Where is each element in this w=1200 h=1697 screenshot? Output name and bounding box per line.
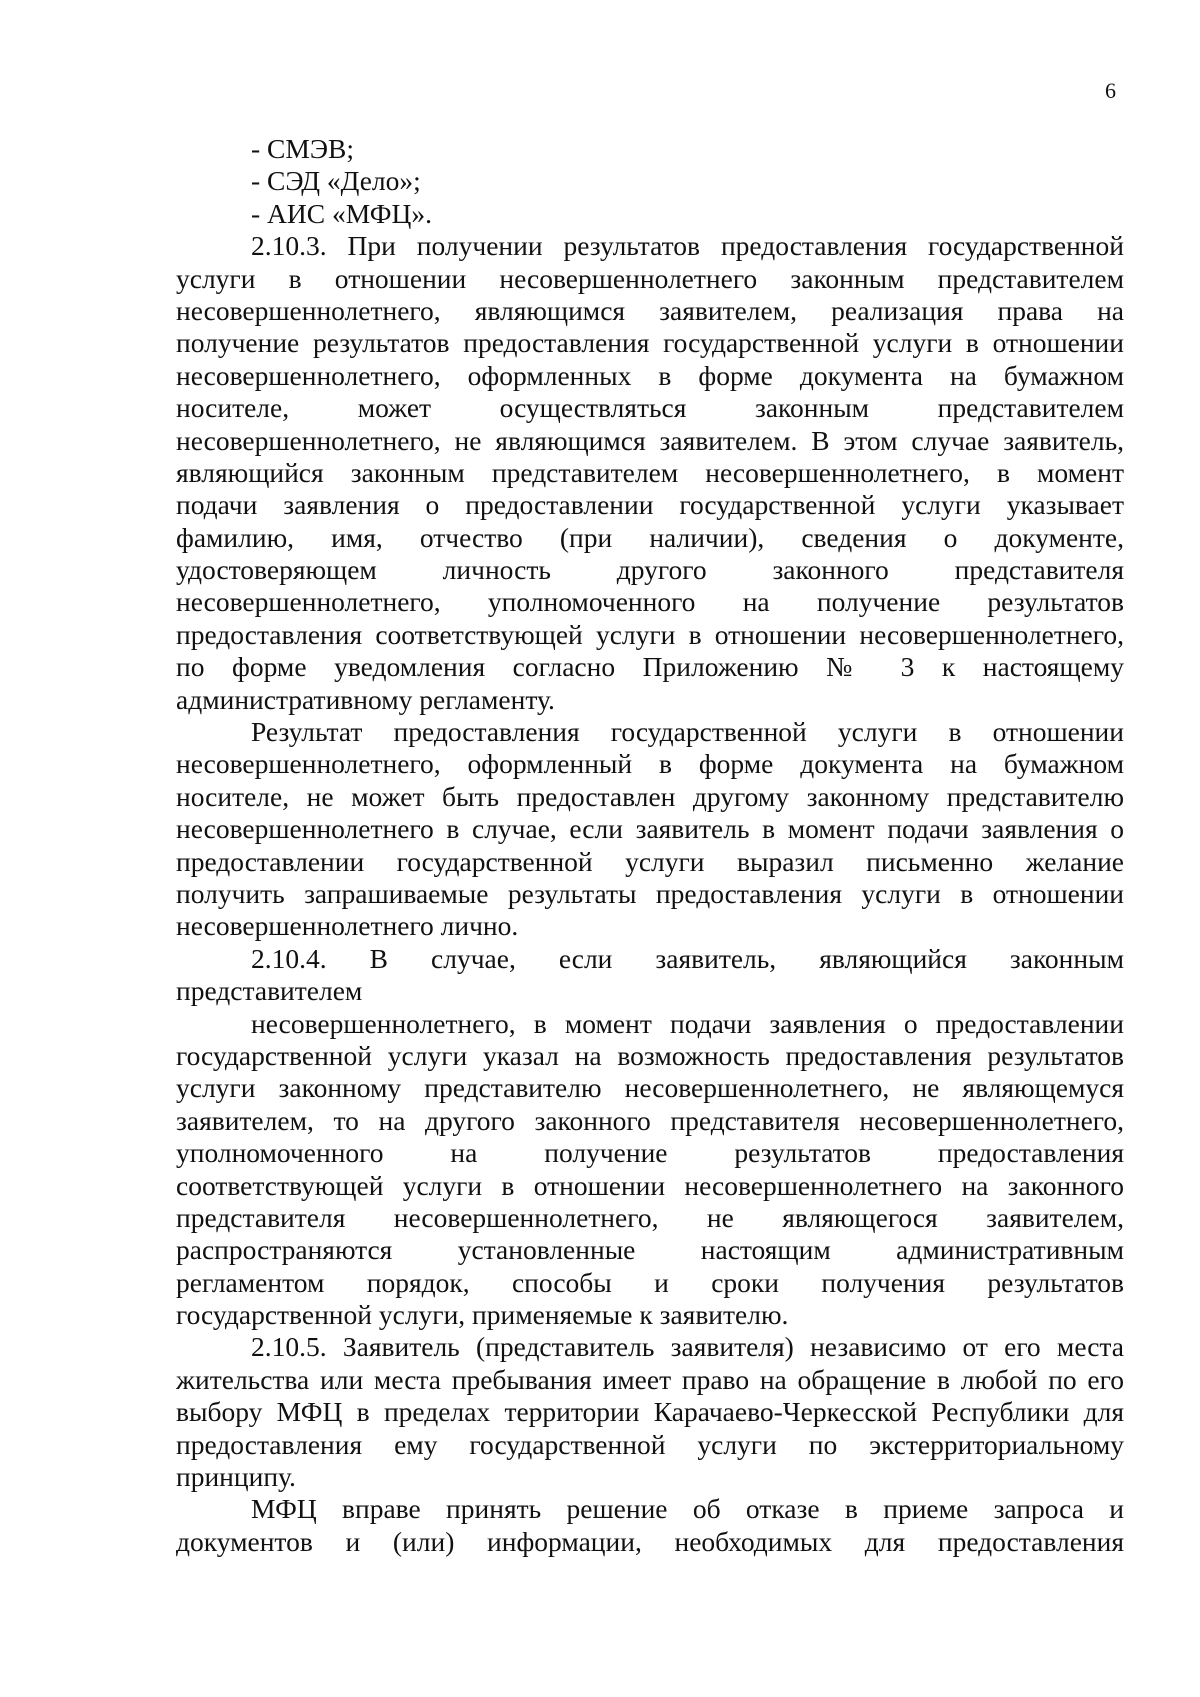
text-line: являющийся законным представителем несовершеннолетнего, в момент <box>176 456 1124 488</box>
text-line: административному регламенту. <box>176 683 555 715</box>
text-line: носителе, не может быть предоставлен другому законному представителю <box>176 780 1124 812</box>
text-line: услуги законному представителю несовершеннолетнего, не являющемуся <box>176 1072 1124 1104</box>
text-line: несовершеннолетнего, оформленный в форме документа на бумажном <box>176 748 1124 780</box>
text-line: 2.10.3. При получении результатов предоставления государственной <box>251 230 1124 262</box>
text-line: носителе, может осуществляться законным представителем <box>176 392 1124 424</box>
document-body <box>176 133 1124 1558</box>
text-line: фамилию, имя, отчество (при наличии), сведения о документе, <box>176 521 1124 553</box>
text-line: несовершеннолетнего, не являющимся заявителем. В этом случае заявитель, <box>176 424 1124 456</box>
text-line: получить запрашиваемые результаты предоставления услуги в отношении <box>176 877 1124 909</box>
text-line: удостоверяющем личность другого законного представителя <box>176 554 1124 586</box>
text-line: несовершеннолетнего, уполномоченного на получение результатов <box>176 586 1124 618</box>
text-line: распространяются установленные настоящим административным <box>176 1234 1124 1266</box>
text-line: несовершеннолетнего, являющимся заявителем, реализация права на <box>176 294 1124 326</box>
text-line: соответствующей услуги в отношении несовершеннолетнего на законного <box>176 1169 1124 1201</box>
text-line: выбору МФЦ в пределах территории Карачаево-Черкесской Республики для <box>176 1396 1124 1428</box>
text-line: получение результатов предоставления государственной услуги в отношении <box>176 327 1124 359</box>
text-line: регламентом порядок, способы и сроки получения результатов <box>176 1266 1124 1298</box>
text-line: Результат предоставления государственной услуги в отношении <box>251 716 1124 748</box>
text-line: заявителем, то на другого законного представителя несовершеннолетнего, <box>176 1104 1124 1136</box>
text-line: - СМЭВ; <box>251 133 354 164</box>
text-line: документов и (или) информации, необходимых для предоставления <box>176 1525 1124 1557</box>
text-line: несовершеннолетнего, в момент подачи заявления о предоставлении <box>251 1007 1124 1039</box>
text-line: представителя несовершеннолетнего, не являющегося заявителем, <box>176 1201 1124 1233</box>
text-line: принципу. <box>176 1461 296 1493</box>
text-line: несовершеннолетнего лично. <box>176 910 519 942</box>
page-number: 6 <box>1105 78 1116 103</box>
text-line: услуги в отношении несовершеннолетнего законным представителем <box>176 262 1124 294</box>
text-line: по форме уведомления согласно Приложению № 3 к настоящему <box>176 651 1124 683</box>
text-line: предоставления соответствующей услуги в отношении несовершеннолетнего, <box>176 618 1124 650</box>
text-line: МФЦ вправе принять решение об отказе в приеме запроса и <box>251 1493 1124 1525</box>
text-line: 2.10.4. В случае, если заявитель, являющийся законным <box>251 942 1124 974</box>
text-line: представителем <box>176 975 363 1007</box>
text-line: государственной услуги указал на возможность предоставления результатов <box>176 1039 1124 1071</box>
text-line: несовершеннолетнего, оформленных в форме документа на бумажном <box>176 359 1124 391</box>
text-line: предоставления ему государственной услуги по экстерриториальному <box>176 1428 1124 1460</box>
text-line: - АИС «МФЦ». <box>251 197 433 229</box>
text-line: 2.10.5. Заявитель (представитель заявителя) независимо от его места <box>251 1331 1124 1363</box>
text-line: подачи заявления о предоставлении государственной услуги указывает <box>176 489 1124 521</box>
text-line: - СЭД «Дело»; <box>251 165 421 197</box>
text-line: жительства или места пребывания имеет право на обращение в любой по его <box>176 1363 1124 1395</box>
text-line: государственной услуги, применяемые к заявителю. <box>176 1299 789 1331</box>
text-line: уполномоченного на получение результатов предоставления <box>176 1137 1124 1169</box>
text-line: несовершеннолетнего в случае, если заявитель в момент подачи заявления о <box>176 813 1124 845</box>
text-line: предоставлении государственной услуги выразил письменно желание <box>176 845 1124 877</box>
